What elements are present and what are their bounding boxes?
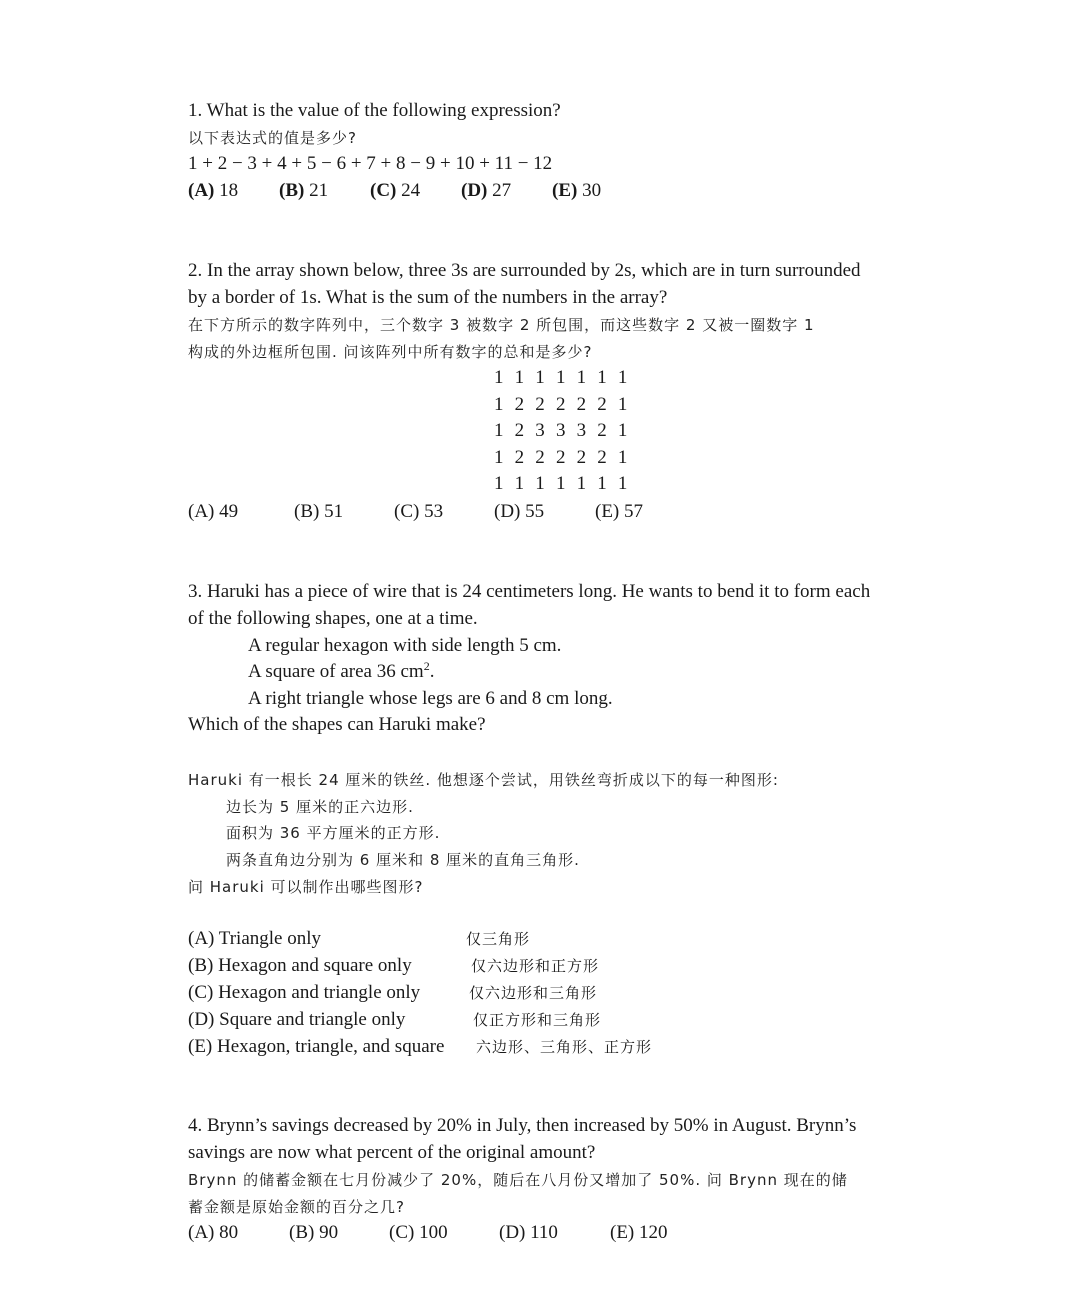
q2-choice-a: (A) 49 xyxy=(188,501,239,522)
q3-option-e: (E) Hexagon, triangle, and square xyxy=(188,1036,445,1057)
q3-zh-shape-triangle: 两条直角边分别为 6 厘米和 8 厘米的直角三角形. xyxy=(226,851,580,869)
q3-prompt-line1: 3. Haruki has a piece of wire that is 24 centimeters long. He wants to bend it to form each xyxy=(188,581,871,602)
q4-choice-e: (E) 120 xyxy=(610,1222,668,1243)
q3-shape-square: A square of area 36 $cm^2$. xyxy=(248,659,435,682)
q3-prompt-line2: of the following shapes, one at a time. xyxy=(188,608,478,629)
q2-prompt-line1: 2. In the array shown below, three 3s are surrounded by 2s, which are in turn surrounded xyxy=(188,260,861,281)
q4-prompt-line2: savings are now what percent of the original amount? xyxy=(188,1142,596,1163)
q4-prompt-zh-line2: 蓄金额是原始金额的百分之几? xyxy=(188,1198,405,1216)
q4-choice-c: (C) 100 xyxy=(389,1222,448,1243)
q4-choice-b: (B) 90 xyxy=(289,1222,339,1243)
q3-zh-question: 问 Haruki 可以制作出哪些图形? xyxy=(188,878,424,896)
q3-option-b: (B) Hexagon and square only xyxy=(188,955,412,976)
q1-prompt-zh: 以下表达式的值是多少? xyxy=(188,129,357,147)
q4-choice-d: (D) 110 xyxy=(499,1222,558,1243)
q3-option-e-zh: 六边形、三角形、正方形 xyxy=(476,1038,653,1056)
q3-shape-hexagon: A regular hexagon with side length 5 cm. xyxy=(248,635,562,656)
q2-array-row: 1 2 3 3 3 2 1 xyxy=(494,420,631,441)
q2-prompt-zh-line2: 构成的外边框所包围. 问该阵列中所有数字的总和是多少? xyxy=(188,343,593,361)
q1-expression: 1 + 2 − 3 + 4 + 5 − 6 + 7 + 8 − 9 + 10 + 11 − 12 xyxy=(188,153,553,174)
q2-choice-d: (D) 55 xyxy=(494,501,545,522)
q2-array-row: 1 2 2 2 2 2 1 xyxy=(494,394,631,415)
q3-option-b-zh: 仅六边形和正方形 xyxy=(471,957,600,975)
q2-array-row: 1 2 2 2 2 2 1 xyxy=(494,447,631,468)
q4-prompt-line1: 4. Brynn’s savings decreased by 20% in July, then increased by 50% in August. Brynn’s xyxy=(188,1115,857,1136)
q3-option-a: (A) Triangle only xyxy=(188,928,321,949)
q3-option-d: (D) Square and triangle only xyxy=(188,1009,406,1030)
q2-choice-b: (B) 51 xyxy=(294,501,344,522)
q3-question: Which of the shapes can Haruki make? xyxy=(188,714,486,735)
q3-option-c: (C) Hexagon and triangle only xyxy=(188,982,421,1003)
q1-choice-b: (B) 21 xyxy=(279,180,329,201)
q3-zh-intro: Haruki 有一根长 24 厘米的铁丝. 他想逐个尝试，用铁丝弯折成以下的每一种图形: xyxy=(188,771,779,789)
q2-choice-e: (E) 57 xyxy=(595,501,644,522)
q2-choice-c: (C) 53 xyxy=(394,501,444,522)
q1-choice-c: (C) 24 xyxy=(370,180,421,201)
q2-array-row: 1 1 1 1 1 1 1 xyxy=(494,473,631,494)
q3-zh-shape-hexagon: 边长为 5 厘米的正六边形. xyxy=(226,798,414,816)
q4-prompt-zh-line1: Brynn 的储蓄金额在七月份减少了 20%，随后在八月份又增加了 50%. 问 Brynn 现在的储 xyxy=(188,1171,848,1189)
q1-choice-a: (A) 18 xyxy=(188,180,239,201)
q1-choice-d: (D) 27 xyxy=(461,180,512,201)
q3-zh-shape-square: 面积为 36 平方厘米的正方形. xyxy=(226,824,441,842)
q3-shape-triangle: A right triangle whose legs are 6 and 8 cm long. xyxy=(248,688,613,709)
q1-prompt: 1. What is the value of the following expression? xyxy=(188,100,561,121)
q2-array-row: 1 1 1 1 1 1 1 xyxy=(494,367,631,388)
q3-option-d-zh: 仅正方形和三角形 xyxy=(473,1011,602,1029)
q3-option-c-zh: 仅六边形和三角形 xyxy=(469,984,598,1002)
q2-prompt-line2: by a border of 1s. What is the sum of the numbers in the array? xyxy=(188,287,668,308)
q4-choice-a: (A) 80 xyxy=(188,1222,239,1243)
q1-choice-e: (E) 30 xyxy=(552,180,602,201)
q2-prompt-zh-line1: 在下方所示的数字阵列中，三个数字 3 被数字 2 所包围，而这些数字 2 又被一圈数字 1 xyxy=(188,316,815,334)
q3-option-a-zh: 仅三角形 xyxy=(466,930,531,948)
